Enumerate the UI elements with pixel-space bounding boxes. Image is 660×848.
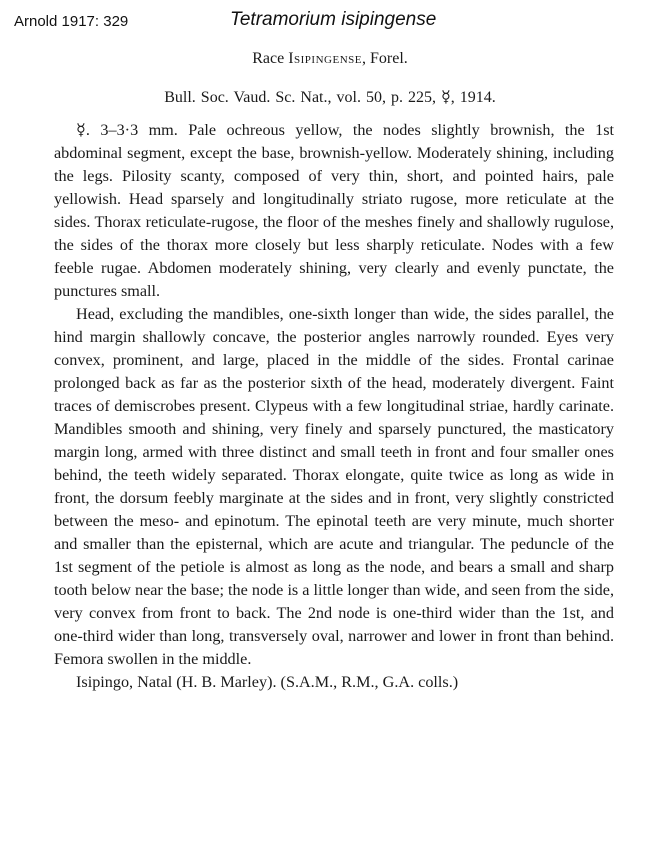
- race-name: Isipingense: [288, 50, 362, 67]
- locality-paragraph: Isipingo, Natal (H. B. Marley). (S.A.M., R.M., G.A. colls.): [76, 673, 459, 691]
- race-line: [0, 50, 660, 68]
- description-body: [54, 119, 614, 694]
- taxon-title: Tetramorium isipingense: [230, 9, 437, 30]
- race-suffix: , Forel.: [361, 50, 408, 67]
- citation-label: Arnold 1917: 329: [14, 13, 129, 30]
- description-paragraph-head: Head, excluding the mandibles, one-sixth longer than wide, the sides parallel, the hind margin shallowly concave, the posterior angles narrowly rounded. Eyes very convex, prominent, and large, placed in the middle of the sides. Frontal carinae prolonged back as far as the posterior sixth of the head, moderately divergent. Faint traces of demiscrobes present. Clypeus with a few longitudinal striae, hardly carinate. Mandibles smooth and shining, very finely and sparsely punctured, the masticatory margin long, armed with three distinct and small teeth in front and four smaller ones behind, the teeth widely separated. Thorax elongate, quite twice as long as wide in front, the dorsum feebly marginate at the sides and in front, very slightly constricted between the meso- and epinotum. The epinotal teeth are very minute, much shorter and smaller than the episternal, which are acute and triangular. The peduncle of the 1st segment of the petiole is almost as long as the node, and bears a small and sharp tooth below near the base; the node is a little longer than wide, and seen from the side, very convex from front to back. The 2nd node is one-third wider than the 1st, and one-third wider than long, transversely oval, narrower and lower in front than behind. Femora swollen in the middle.: [54, 305, 614, 668]
- bibliographic-reference: Bull. Soc. Vaud. Sc. Nat., vol. 50, p. 225, ☿, 1914.: [164, 89, 496, 106]
- race-prefix: Race: [252, 50, 289, 67]
- description-paragraph-worker: ☿. 3–3·3 mm. Pale ochreous yellow, the nodes slightly brownish, the 1st abdominal segment, except the base, brownish-yellow. Moderately shining, including the legs. Pilosity scanty, composed of very thin, short, and pointed hairs, pale yellowish. Head sparsely and longitudinally striato rugose, more reticulate at the sides. Thorax reticulate-rugose, the floor of the meshes finely and shallowly rugulose, the sides of the thorax more closely but less sharply reticulate. Nodes with a few feeble rugae. Abdomen moderately shining, very clearly and evenly punctate, the punctures small.: [54, 121, 614, 300]
